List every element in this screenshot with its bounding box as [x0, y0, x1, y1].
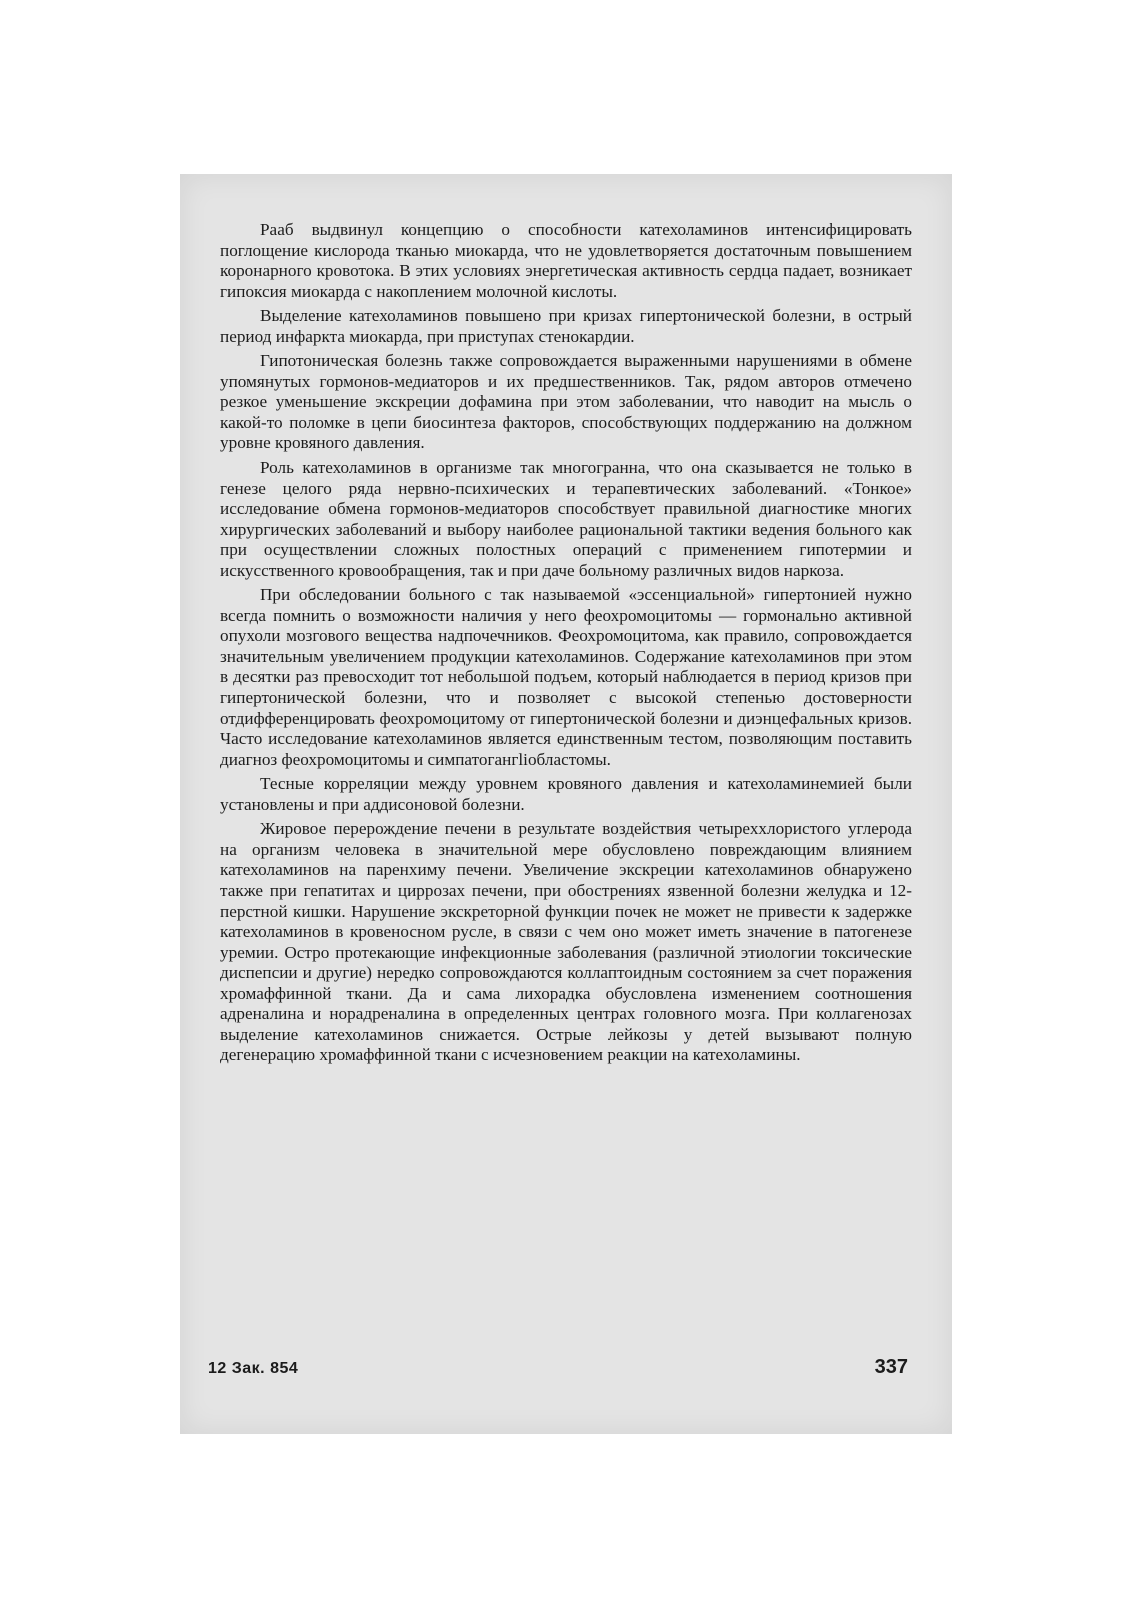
paragraph: Тесные корреляции между уровнем кровяного давления и катехоламинемией были установлены и при аддисоновой болезни. [220, 774, 912, 814]
paragraph: При обследовании больного с так называемой «эссенциальной» гипертонией нужно всегда помнить о возможности наличия у него феохромоцитомы — гормонально активной опухоли мозгового вещества надпочечников. Феохромоцитома, как правило, сопровождается значительным увеличением продукции катехоламинов. Содержание катехоламинов при этом в десятки раз превосходит тот небольшой подъем, который наблюдается в период кризов при гипертонической болезни, что и позволяет с высокой степенью достоверности отдифференцировать феохромоцитому от гипертонической болезни и диэнцефальных кризов. Часто исследование катехоламинов является единственным тестом, позволяющим поставить диагноз феохромоцитомы и симпатогангliобластомы. [220, 585, 912, 769]
paragraph: Жировое перерождение печени в результате воздействия четыреххлористого углерода на организм человека в значительной мере обусловлено повреждающим влиянием катехоламинов на паренхиму печени. Увеличение экскреции катехоламинов обнаружено также при гепатитах и циррозах печени, при обострениях язвенной болезни желудка и 12-перстной кишки. Нарушение экскреторной функции почек не может не привести к задержке катехоламинов в кровеносном русле, в связи с чем оно может иметь значение в патогенезе уремии. Остро протекающие инфекционные заболевания (различной этиологии токсические диспепсии и другие) нередко сопровождаются коллаптоидным состоянием за счет поражения хромаффинной ткани. Да и сама лихорадка обусловлена изменением соотношения адреналина и норадреналина в определенных центрах головного мозга. При коллагенозах выделение катехоламинов снижается. Острые лейкозы у детей вызывают полную дегенерацию хромаффинной ткани с исчезновением реакции на катехоламины. [220, 819, 912, 1065]
paragraph: Рааб выдвинул концепцию о способности катехоламинов интенсифицировать поглощение кислорода тканью миокарда, что не удовлетворяется достаточным повышением коронарного кровотока. В этих условиях энергетическая активность сердца падает, возникает гипоксия миокарда с накоплением молочной кислоты. [220, 220, 912, 301]
paragraph: Гипотоническая болезнь также сопровождается выраженными нарушениями в обмене упомянутых гормонов-медиаторов и их предшественников. Так, рядом авторов отмечено резкое уменьшение экскреции дофамина при этом заболевании, что наводит на мысль о какой-то поломке в цепи биосинтеза факторов, способствующих поддержанию на должном уровне кровяного давления. [220, 351, 912, 453]
page-number: 337 [874, 1356, 908, 1378]
body-text [220, 220, 912, 1070]
printing-signature: 12 Зак. 854 [208, 1360, 299, 1377]
paragraph: Выделение катехоламинов повышено при кризах гипертонической болезни, в острый период инфаркта миокарда, при приступах стенокардии. [220, 306, 912, 346]
paragraph: Роль катехоламинов в организме так многогранна, что она сказывается не только в генезе целого ряда нервно-психических и терапевтических заболеваний. «Тонкое» исследование обмена гормонов-медиаторов способствует правильной диагностике многих хирургических заболеваний и выбору наиболее рациональной тактики ведения больного как при осуществлении сложных полостных операций с применением гипотермии и искусственного кровообращения, так и при даче больному различных видов наркоза. [220, 458, 912, 580]
page-footer [208, 1356, 908, 1382]
